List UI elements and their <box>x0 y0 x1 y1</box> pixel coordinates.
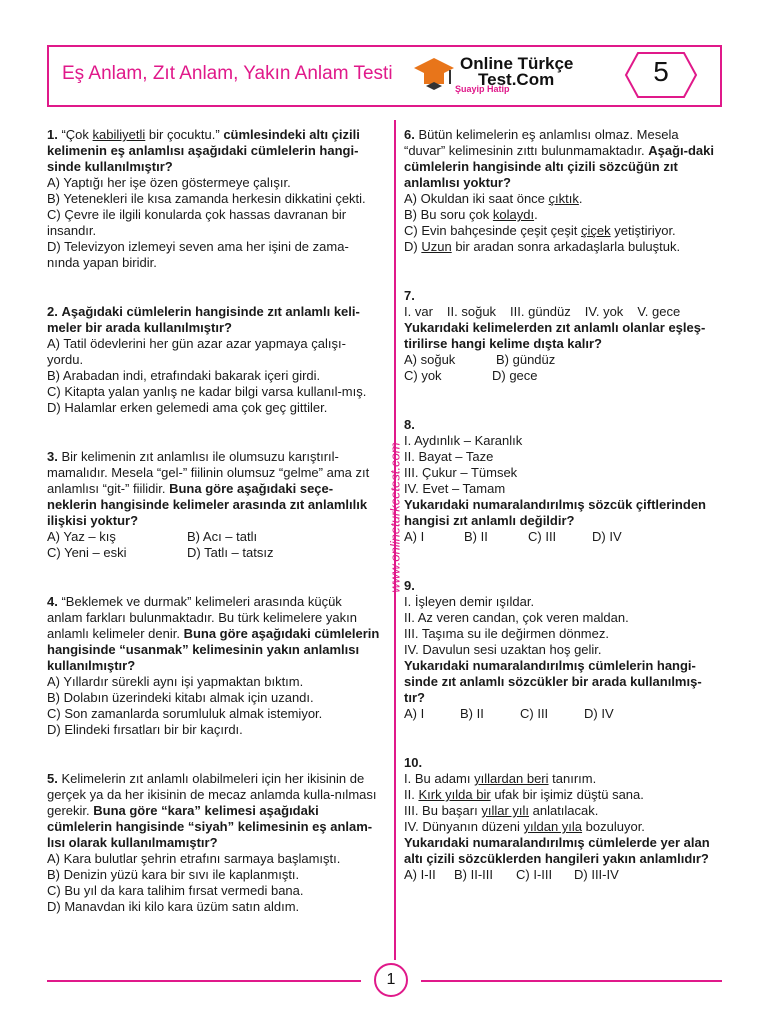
option-d: D) Televizyon izlemeyi seven ama her işini de zama-nında yapan biridir. <box>47 239 349 270</box>
list-item: I. İşleyen demir ışıldar. <box>404 594 535 609</box>
option-d: D) IV <box>584 706 614 721</box>
question-number: 3. <box>47 449 58 464</box>
option-d: D) Manavdan iki kilo kara üzüm satın aldım. <box>47 899 300 914</box>
question-number: 7. <box>404 288 415 303</box>
question-7 <box>404 288 722 384</box>
option-a: A) soğuk <box>404 352 456 367</box>
list-item: II. Kırk yılda bir ufak bir işimiz düştü sana. <box>404 787 644 802</box>
logo-text-line1: Online Türkçe <box>460 54 574 73</box>
option-b: B) gündüz <box>496 352 556 367</box>
option-a: A) Yıllardır sürekli aynı işi yapmaktan bıktım. <box>47 674 304 689</box>
options-row <box>404 529 722 545</box>
option-b: B) Dolabın üzerindeki kitabı almak için uzandı. <box>47 690 314 705</box>
option-c: C) Yeni – eski <box>47 545 127 560</box>
question-text: Kelimelerin zıt anlamlı olabilmeleri için her ikisinin de gerçek ya da her ikisinin de mecaz anlamda kulla-nılması gerekir. <box>47 771 377 818</box>
option-d: D) Halamlar erken gelemedi ama çok geç gittiler. <box>47 400 328 415</box>
underlined-word: kabiliyetli <box>92 127 146 142</box>
options-row <box>47 529 380 545</box>
question-6 <box>404 127 722 255</box>
list-item: III. Bu başarı yıllar yılı anlatılacak. <box>404 803 599 818</box>
question-prompt: cümlesindeki altı çizili kelimenin eş anlamlısı aşağıdaki cümlelerin hangi-sinde kullanılmıştır? <box>47 127 360 174</box>
option-a: A) Okuldan iki saat önce çıktık. <box>404 191 583 206</box>
options-row <box>404 867 722 883</box>
question-prompt: Yukarıdaki numaralandırılmış sözcük çiftlerinden hangisi zıt anlamlı değildir? <box>404 497 706 528</box>
option-d: D) III-IV <box>574 867 619 882</box>
question-8 <box>404 417 722 545</box>
option-b: B) Yetenekleri ile kısa zamanda herkesin dikkatini çekti. <box>47 191 366 206</box>
list-item: IV. Evet – Tamam <box>404 481 506 496</box>
list-item: IV. Davulun sesi uzaktan hoş gelir. <box>404 642 602 657</box>
logo-author: Şuayip Hatip <box>455 84 510 94</box>
question-number: 8. <box>404 417 415 432</box>
page-number: 1 <box>374 963 408 997</box>
option-b: B) Arabadan indi, etrafındaki bakarak içeri girdi. <box>47 368 321 383</box>
page-title: Eş Anlam, Zıt Anlam, Yakın Anlam Testi <box>62 63 393 84</box>
option-c: C) Bu yıl da kara talihim fırsat vermedi bana. <box>47 883 304 898</box>
list-item: II. Az veren candan, çok veren maldan. <box>404 610 629 625</box>
word-item: IV. yok <box>584 304 624 319</box>
question-prompt: Aşağı-daki cümlelerin hangisinde altı çizili sözcüğün zıt anlamlısı yoktur? <box>404 143 714 190</box>
question-prompt: Buna göre aşağıdaki seçe-neklerin hangisinde kelimeler arasında zıt anlamlılık ilişkisi yoktur? <box>47 481 368 528</box>
right-column <box>404 127 722 883</box>
option-d: D) gece <box>492 368 538 383</box>
option-c: C) Kitapta yalan yanlış ne kadar bilgi varsa kullanıl-mış. <box>47 384 367 399</box>
options-row <box>47 545 380 561</box>
option-c: C) yok <box>404 368 442 383</box>
question-text: “Beklemek ve durmak” kelimeleri arasında küçük anlam farkları bulunmaktadır. Bu türk kelimelere yakın anlamlı kelimeler denir. <box>47 594 357 641</box>
option-c: C) III <box>528 529 557 544</box>
option-a: A) Yaz – kış <box>47 529 116 544</box>
option-a: A) Yaptığı her işe özen göstermeye çalışır. <box>47 175 291 190</box>
left-column <box>47 127 380 948</box>
question-prompt: Yukarıdaki kelimelerden zıt anlamlı olanlar eşleş-tirilirse hangi kelime dışta kalır? <box>404 320 706 351</box>
word-item: II. soğuk <box>446 304 497 319</box>
question-2 <box>47 304 380 416</box>
option-a: A) I <box>404 706 425 721</box>
option-c: C) I-III <box>516 867 553 882</box>
vertical-website-url: www.onlineturkcetest.com <box>387 442 403 593</box>
option-d: D) Tatlı – tatsız <box>187 545 274 560</box>
question-1 <box>47 127 380 271</box>
list-item: III. Taşıma su ile değirmen dönmez. <box>404 626 609 641</box>
question-number: 9. <box>404 578 415 593</box>
option-d: D) Uzun bir aradan sonra arkadaşlarla buluştuk. <box>404 239 681 254</box>
question-10 <box>404 755 722 883</box>
footer-line-left <box>47 980 361 982</box>
question-text: Bir kelimenin zıt anlamlısı ile olumsuzu karıştırıl-mamalıdır. Mesela “gel-” fiilinin olumsuz “gelme” ama zıt anlamlısı “git-” fiilidir. <box>47 449 370 496</box>
list-item: III. Çukur – Tümsek <box>404 465 518 480</box>
question-9 <box>404 578 722 722</box>
list-item: I. Aydınlık – Karanlık <box>404 433 523 448</box>
option-a: A) I <box>404 529 425 544</box>
list-item: II. Bayat – Taze <box>404 449 494 464</box>
options-row <box>404 368 722 384</box>
question-prompt: Yukarıdaki numaralandırılmış cümlelerde yer alan altı çizili sözcüklerden hangileri yakın anlamlıdır? <box>404 835 710 866</box>
question-text: bir çocuktu.” <box>145 127 224 142</box>
logo-text-line2: Test.Com <box>478 70 555 89</box>
word-item: I. var <box>404 304 433 319</box>
question-5 <box>47 771 380 915</box>
option-b: B) II <box>464 529 488 544</box>
options-row <box>404 352 722 368</box>
option-b: B) Denizin yüzü kara bir sıvı ile kaplanmıştı. <box>47 867 300 882</box>
option-a: A) I-II <box>404 867 436 882</box>
question-number: 4. <box>47 594 58 609</box>
option-c: C) Evin bahçesinde çeşit çeşit çiçek yetiştiriyor. <box>404 223 676 238</box>
option-c: C) Çevre ile ilgili konularda çok hassas davranan bir insandır. <box>47 207 347 238</box>
test-number: 5 <box>653 56 669 87</box>
question-prompt: Buna göre aşağıdaki cümlelerin hangisinde “usanmak” kelimesinin yakın anlamlısı kullanılmıştır? <box>47 626 380 673</box>
word-item: III. gündüz <box>510 304 571 319</box>
option-c: C) Son zamanlarda sorumluluk almak istemiyor. <box>47 706 323 721</box>
question-prompt: Buna göre “kara” kelimesi aşağıdaki cümlelerin hangisinde “siyah” kelimesinin eş anlam-lısı olarak kullanılmamıştır? <box>47 803 373 850</box>
question-3 <box>47 449 380 561</box>
word-item: V. gece <box>637 304 681 319</box>
question-number: 6. <box>404 127 415 142</box>
option-d: D) IV <box>592 529 622 544</box>
question-number: 2. <box>47 304 58 319</box>
list-item: I. Bu adamı yıllardan beri tanırım. <box>404 771 597 786</box>
option-d: D) Elindeki fırsatları bir bir kaçırdı. <box>47 722 243 737</box>
question-4 <box>47 594 380 738</box>
word-list <box>404 304 722 320</box>
list-item: IV. Dünyanın düzeni yıldan yıla bozuluyor. <box>404 819 645 834</box>
option-b: B) II <box>460 706 484 721</box>
option-b: B) II-III <box>454 867 493 882</box>
option-c: C) III <box>520 706 549 721</box>
question-number: 5. <box>47 771 58 786</box>
option-a: A) Tatil ödevlerini her gün azar azar yapmaya çalışı-yordu. <box>47 336 346 367</box>
question-number: 1. <box>47 127 58 142</box>
question-text: Bütün kelimelerin eş anlamlısı olmaz. Mesela “duvar” kelimesinin zıttı bulunmamaktadır. <box>404 127 679 158</box>
question-text: “Çok <box>61 127 93 142</box>
option-b: B) Bu soru çok kolaydı. <box>404 207 538 222</box>
question-prompt: Aşağıdaki cümlelerin hangisinde zıt anlamlı keli-meler bir arada kullanılmıştır? <box>47 304 360 335</box>
options-row <box>404 706 722 722</box>
option-b: B) Acı – tatlı <box>187 529 258 544</box>
option-a: A) Kara bulutlar şehrin etrafını sarmaya başlamıştı. <box>47 851 341 866</box>
footer-line-right <box>421 980 722 982</box>
question-number: 10. <box>404 755 423 770</box>
question-prompt: Yukarıdaki numaralandırılmış cümlelerin hangi-sinde zıt anlamlı sözcükler bir arada kullanılmış-tır? <box>404 658 702 705</box>
